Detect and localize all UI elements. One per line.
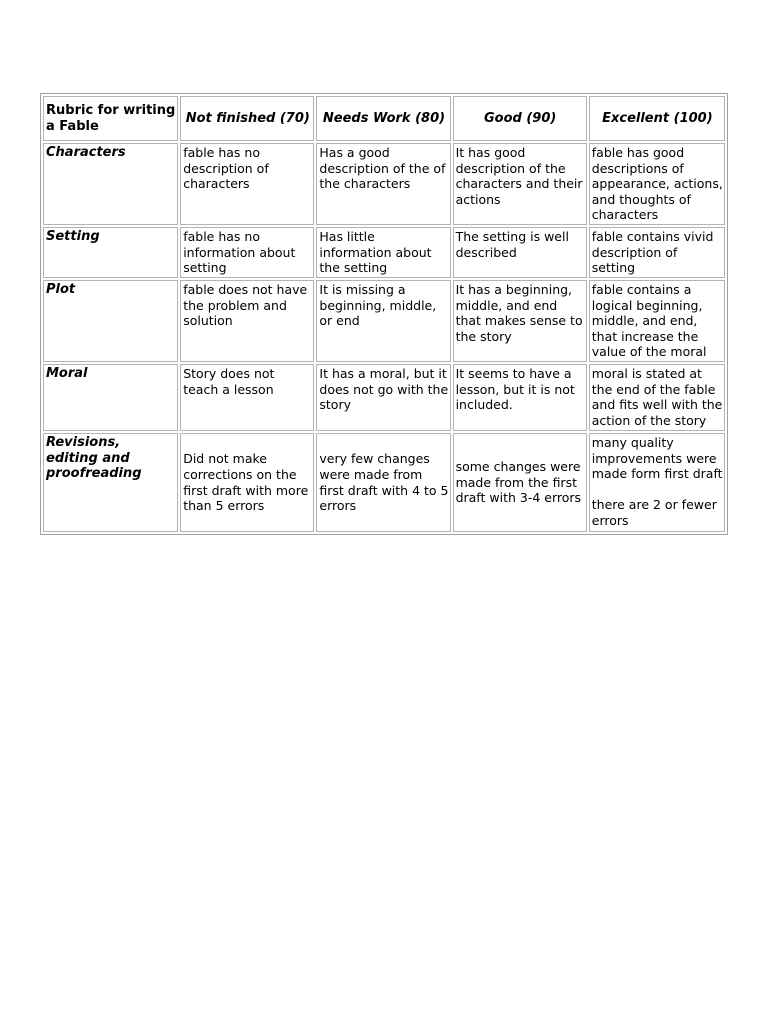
table-cell: some changes were made from the first draft with 3-4 errors (453, 433, 587, 532)
table-cell: It has a moral, but it does not go with the story (316, 364, 450, 431)
table-cell: very few changes were made from first draft with 4 to 5 errors (316, 433, 450, 532)
table-cell: It seems to have a lesson, but it is not included. (453, 364, 587, 431)
level-not-finished: Not finished (70) (180, 96, 314, 141)
cell-paragraph: there are 2 or fewer errors (591, 497, 717, 528)
table-cell: Has a good description of the of the characters (316, 143, 450, 225)
table-cell: moral is stated at the end of the fable and fits well with the action of the story (589, 364, 725, 431)
fable-rubric-table (40, 93, 728, 535)
table-cell: fable contains a logical beginning, middle, and end, that increase the value of the moral (589, 280, 725, 362)
table-cell: It has a beginning, middle, and end that makes sense to the story (453, 280, 587, 362)
table-cell: Did not make corrections on the first draft with more than 5 errors (180, 433, 314, 532)
table-row (43, 280, 725, 362)
table-cell: Has little information about the setting (316, 227, 450, 278)
row-label-plot: Plot (43, 280, 178, 362)
table-cell: fable has no description of characters (180, 143, 314, 225)
table-cell (589, 433, 725, 532)
table-cell: fable contains vivid description of setting (589, 227, 725, 278)
row-label-setting: Setting (43, 227, 178, 278)
rubric-title: Rubric for writing a Fable (43, 96, 178, 141)
table-row (43, 364, 725, 431)
table-cell: Story does not teach a lesson (180, 364, 314, 431)
row-label-characters: Characters (43, 143, 178, 225)
row-label-revisions: Revisions, editing and proofreading (43, 433, 178, 532)
cell-paragraph: many quality improvements were made form first draft (591, 435, 723, 482)
table-cell: fable has no information about setting (180, 227, 314, 278)
level-good: Good (90) (453, 96, 587, 141)
level-needs-work: Needs Work (80) (316, 96, 450, 141)
paragraph-gap (592, 482, 723, 498)
row-label-moral: Moral (43, 364, 178, 431)
table-row (43, 433, 725, 532)
level-excellent: Excellent (100) (589, 96, 725, 141)
table-cell: It has good description of the characters and their actions (453, 143, 587, 225)
table-cell: It is missing a beginning, middle, or end (316, 280, 450, 362)
table-cell: The setting is well described (453, 227, 587, 278)
header-row (43, 96, 725, 141)
table-cell: fable has good descriptions of appearance, actions, and thoughts of characters (589, 143, 725, 225)
table-cell: fable does not have the problem and solution (180, 280, 314, 362)
table-row (43, 227, 725, 278)
table-row (43, 143, 725, 225)
